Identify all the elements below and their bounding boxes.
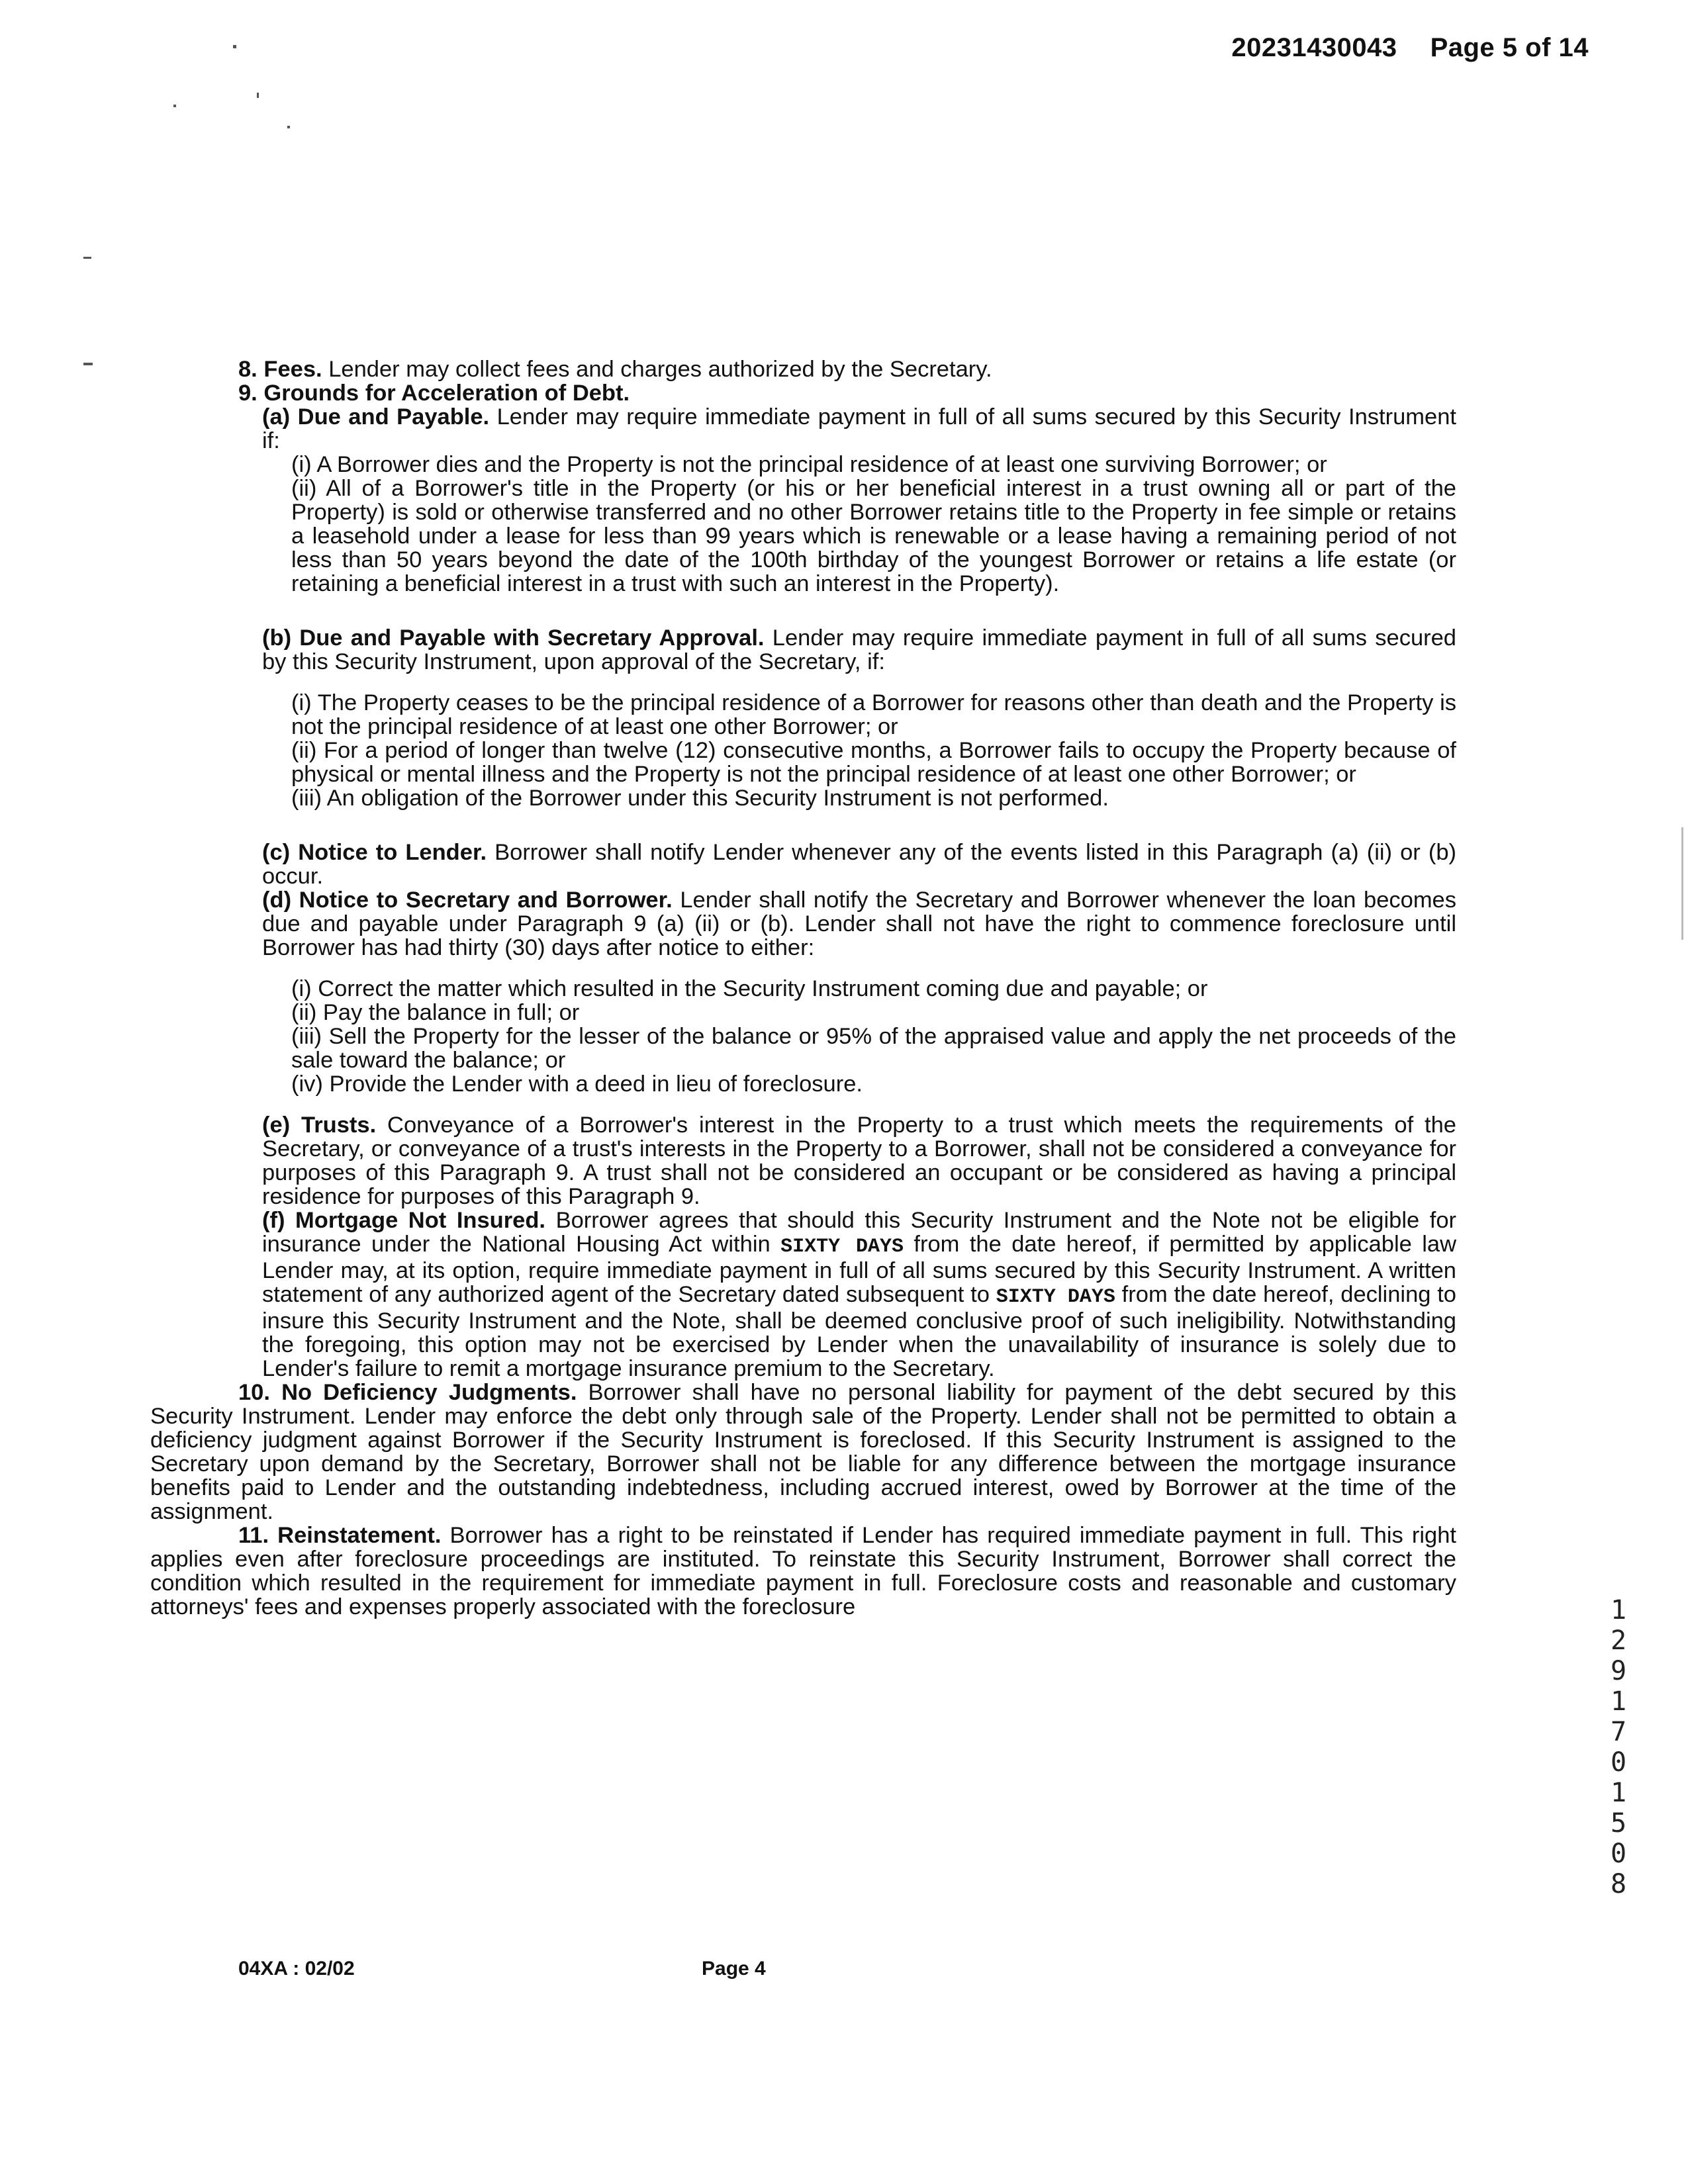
section-9b-item: (iii) An obligation of the Borrower under this Security Instrument is not performed. xyxy=(291,786,1109,811)
insurance-period: SIXTY DAYS xyxy=(780,1236,904,1258)
section-9d: (d) Notice to Secretary and Borrower. Lender shall notify the Secretary and Borrower whenever the loan becomes due and payable under Paragraph 9 (a) (ii) or (b). Lender shall not have the right to commence foreclosure until Borrower has had thirty (30) days after notice to either: xyxy=(262,887,1456,960)
scan-speck xyxy=(257,93,259,98)
section-9c: (c) Notice to Lender. Borrower shall notify Lender whenever any of the events listed in this Paragraph (a) (ii) or (b) occur. xyxy=(262,840,1457,889)
section-9b-item: (ii) For a period of longer than twelve (12) consecutive months, a Borrower fails to occupy the Property because of physical or mental illness and the Property is not the principal residence of at least one other Borrower; or xyxy=(291,738,1456,787)
section-9f: (f) Mortgage Not Insured. Borrower agrees that should this Security Instrument and the Note not be eligible for insurance under the National Housing Act within SIXTY DAYS from the date hereof, if permitted by applicable law Lender may, at its option, require immediate payment in full of all sums secured by this Security Instrument. A written statement of any authorized agent of the Secretary dated subsequent to SIXTY DAYS from the date hereof, declining to insure this Security Instrument and the Note, shall be deemed conclusive proof of such ineligibility. Notwithstanding the foregoing, this option may not be exercised by Lender when the unavailability of insurance is solely due to Lender's failure to remit a mortgage insurance premium to the Secretary. xyxy=(262,1208,1456,1381)
section-10: 10. No Deficiency Judgments. Borrower shall have no personal liability for payment of the debt secured by this Security Instrument. Lender may enforce the debt only through sale of the Property. Lender shall not be permitted to obtain a deficiency judgment against Borrower if the Security Instrument is foreclosed. If this Security Instrument is assigned to the Secretary upon demand by the Secretary, Borrower shall not be liable for any difference between the mortgage insurance benefits paid to Lender and the outstanding indebtedness, including accrued interest, owed by Borrower at the time of the assignment. xyxy=(150,1380,1456,1524)
section-11-title: Reinstatement. xyxy=(277,1523,442,1548)
section-9e: (e) Trusts. Conveyance of a Borrower's interest in the Property to a trust which meets the requirements of the Secretary, or conveyance of a trust's interests in the Property to a Borrower, shall not be considered a conveyance for purposes of this Paragraph 9. A trust shall not be considered an occupant or be considered as having a principal residence for purposes of this Paragraph 9. xyxy=(262,1113,1456,1209)
section-9d-item: (iii) Sell the Property for the lesser of the balance or 95% of the appraised value and apply the net proceeds of the sale toward the balance; or xyxy=(291,1024,1456,1073)
section-9d-item: (ii) Pay the balance in full; or xyxy=(291,1000,580,1025)
document-number: 20231430043 xyxy=(1231,33,1397,62)
section-8-title: Fees. xyxy=(263,357,322,382)
side-stamp-number: 1 2 9 1 7 0 1 5 0 8 xyxy=(1610,1595,1627,1899)
scan-speck xyxy=(83,257,91,259)
form-code: 04XA : 02/02 xyxy=(238,1958,355,1979)
section-9a: (a) Due and Payable. Lender may require immediate payment in full of all sums secured by this Security Instrument if: xyxy=(262,404,1457,453)
section-8: 8. Fees. Lender may collect fees and charges authorized by the Secretary. xyxy=(238,357,992,382)
section-9d-item: (i) Correct the matter which resulted in the Security Instrument coming due and payable; or xyxy=(291,976,1208,1001)
document-body xyxy=(150,357,1457,1619)
scan-speck xyxy=(287,126,290,128)
scan-speck xyxy=(83,363,93,365)
section-9-heading: 9. Grounds for Acceleration of Debt. xyxy=(238,381,630,406)
page-header xyxy=(1231,33,1589,63)
section-9a-item: (i) A Borrower dies and the Property is not the principal residence of at least one surviving Borrower; or xyxy=(291,452,1327,477)
scan-speck xyxy=(173,105,176,107)
scan-speck xyxy=(1681,827,1683,940)
page-footer xyxy=(238,1958,766,1980)
section-11: 11. Reinstatement. Borrower has a right to be reinstated if Lender has required immediate payment in full. This right applies even after foreclosure proceedings are instituted. To reinstate this Security Instrument, Borrower shall correct the condition which resulted in the requirement for immediate payment in full. Foreclosure costs and reasonable and customary attorneys' fees and expenses properly associated with the foreclosure xyxy=(150,1523,1456,1619)
section-9-title: Grounds for Acceleration of Debt. xyxy=(263,381,630,406)
section-10-title: No Deficiency Judgments. xyxy=(281,1380,577,1405)
insurance-period: SIXTY DAYS xyxy=(996,1286,1115,1308)
section-9b-item: (i) The Property ceases to be the principal residence of a Borrower for reasons other than death and the Property is not the principal residence of at least one other Borrower; or xyxy=(291,690,1456,739)
section-9d-item: (iv) Provide the Lender with a deed in lieu of foreclosure. xyxy=(291,1071,863,1097)
scan-speck xyxy=(233,45,236,48)
page-indicator: Page 5 of 14 xyxy=(1430,33,1589,62)
footer-page-number: Page 4 xyxy=(702,1958,766,1979)
section-9b: (b) Due and Payable with Secretary Approval. Lender may require immediate payment in full of all sums secured by this Security Instrument, upon approval of the Secretary, if: xyxy=(262,625,1456,674)
section-9a-item: (ii) All of a Borrower's title in the Property (or his or her beneficial interest in a trust owning all or part of the Property) is sold or otherwise transferred and no other Borrower retains title to the Property in fee simple or retains a leasehold under a lease for less than 99 years which is renewable or a lease having a remaining period of not less than 50 years beyond the date of the 100th birthday of the youngest Borrower or retains a life estate (or retaining a beneficial interest in a trust with such an interest in the Property). xyxy=(291,476,1456,596)
